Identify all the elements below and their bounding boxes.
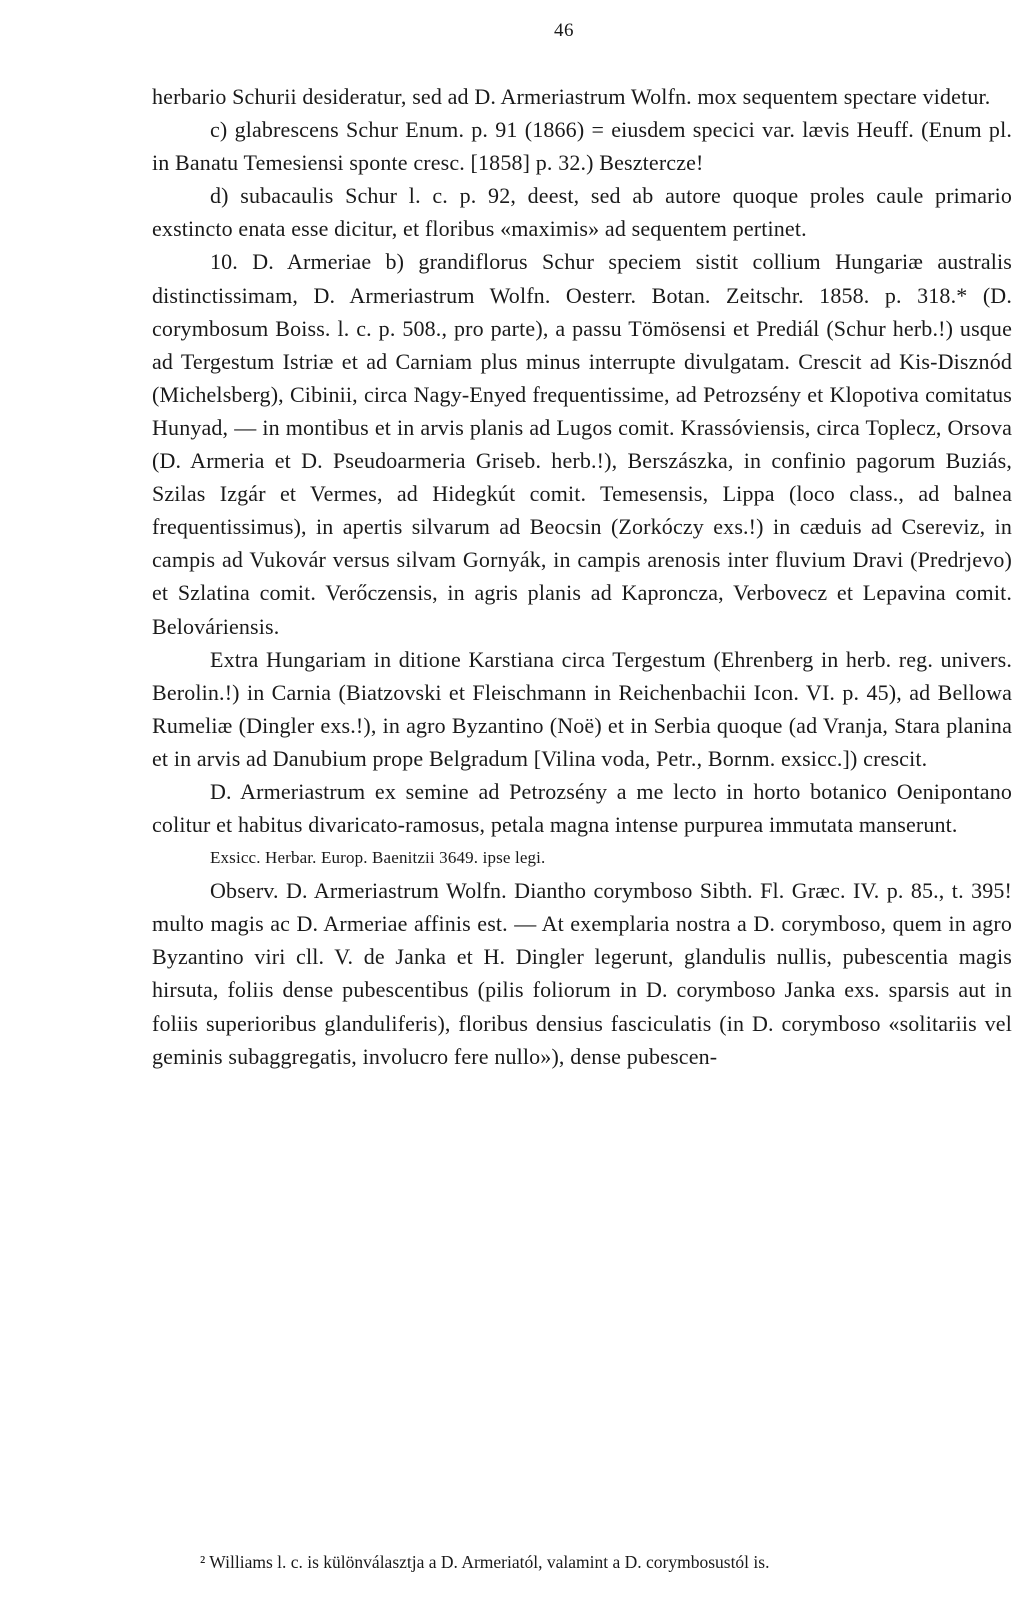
paragraph-4: 10. D. Armeriae b) grandiflorus Schur speciem sistit collium Hungariæ australis distinctissimam, D. Armeriastrum Wolfn. Oesterr. Botan. Zeitschr. 1858. p. 318.* (D. corymbosum Boiss. l. c. p. 508., pro parte), a passu Tömösensi et Prediál (Schur herb.!) usque ad Tergestum Istriæ et ad Carniam plus minus interrupte divulgatam. Crescit ad Kis-Disznód (Michelsberg), Cibinii, circa Nagy-Enyed frequentissime, ad Petrozsény et Klopotiva comitatus Hunyad, — in montibus et in arvis planis ad Lugos comit. Krassóviensis, circa Toplecz, Orsova (D. Armeria et D. Pseudoarmeria Griseb. herb.!), Berszászka, in confinio pagorum Buziás, Szilas Izgár et Vermes, ad Hidegkút comit. Temesensis, Lippa (loco class., ad balnea frequentissimus), in apertis silvarum ad Beocsin (Zorkóczy exs.!) in cæduis ad Csereviz, in campis ad Vukovár versus silvam Gornyák, in campis arenosis inter fluvium Dravi (Predrjevo) et Szlatina comit. Verőczensis, in agris planis ad Kapronсza, Verbovecz et Lepavina comit. Belováriensis. — [152, 249, 1012, 639]
paragraph-observation: Observ. D. Armeriastrum Wolfn. Diantho corymboso Sibth. Fl. Græc. IV. p. 85., t. 395! multo magis ac D. Armeriae affinis est. — At exemplaria nostra a D. corymboso, quem in agro Byzantino viri cll. V. de Janka et H. Dingler legerunt, glandulis nullis, pubescentia magis hirsuta, foliis dense pubescentibus (pilis foliorum in D. corymboso Janka exs. sparsis aut in foliis superioribus glanduliferis), floribus densius fasciculatis (in D. corymboso «solitariis vel geminis subaggregatis, involucro fere nullo»), dense pubescen- — [152, 878, 1012, 1069]
footnote — [152, 1548, 1012, 1576]
paragraph-5: Extra Hungariam in ditione Karstiana circa Tergestum (Ehrenberg in herb. reg. univers. Berolin.!) in Carnia (Biatzovski et Fleischmann in Reichenbachii Icon. VI. p. 45), ad Bellowa Rumeliæ (Dingler exs.!), in agro Byzantino (Noë) et in Serbia quoque (ad Vranja, Stara planina et in arvis ad Danubium prope Belgradum [Vilina voda, Petr., Bornm. exsicc.]) crescit. — [152, 646, 1012, 771]
paragraph-3: d) subacaulis Schur l. c. p. 92, deest, sed ab autore quoque proles caule primario exstincto enata esse dicitur, et floribus «maximis» ad sequentem pertinet. — [152, 183, 1012, 242]
body-text — [152, 80, 1012, 1073]
page-number: 46 — [554, 20, 574, 41]
paragraph-6: D. Armeriastrum ex semine ad Petrozsény a me lecto in horto botanico Oenipontano colitur et habitus divaricato-ramosus, petala magna intense purpurea immutata manserunt. — [152, 778, 1012, 838]
paragraph-1: herbario Schurii desideratur, sed ad D. Armeriastrum Wolfn. mox sequentem spectare videtur. — [152, 84, 991, 109]
paragraph-2: c) glabrescens Schur Enum. p. 91 (1866) = eiusdem specici var. lævis Heuff. (Enum pl. in Banatu Temesiensi sponte cresc. [1858] p. 32.) Beszterczе! — [152, 117, 1012, 176]
footnote-text: ² Williams l. c. is különválasztja a D. Armeriatól, valamint a D. corymbosustól is. — [200, 1552, 770, 1572]
paragraph-exsiccata: Exsicc. Herbar. Europ. Baenitzii 3649. ipse legi. — [210, 848, 546, 868]
